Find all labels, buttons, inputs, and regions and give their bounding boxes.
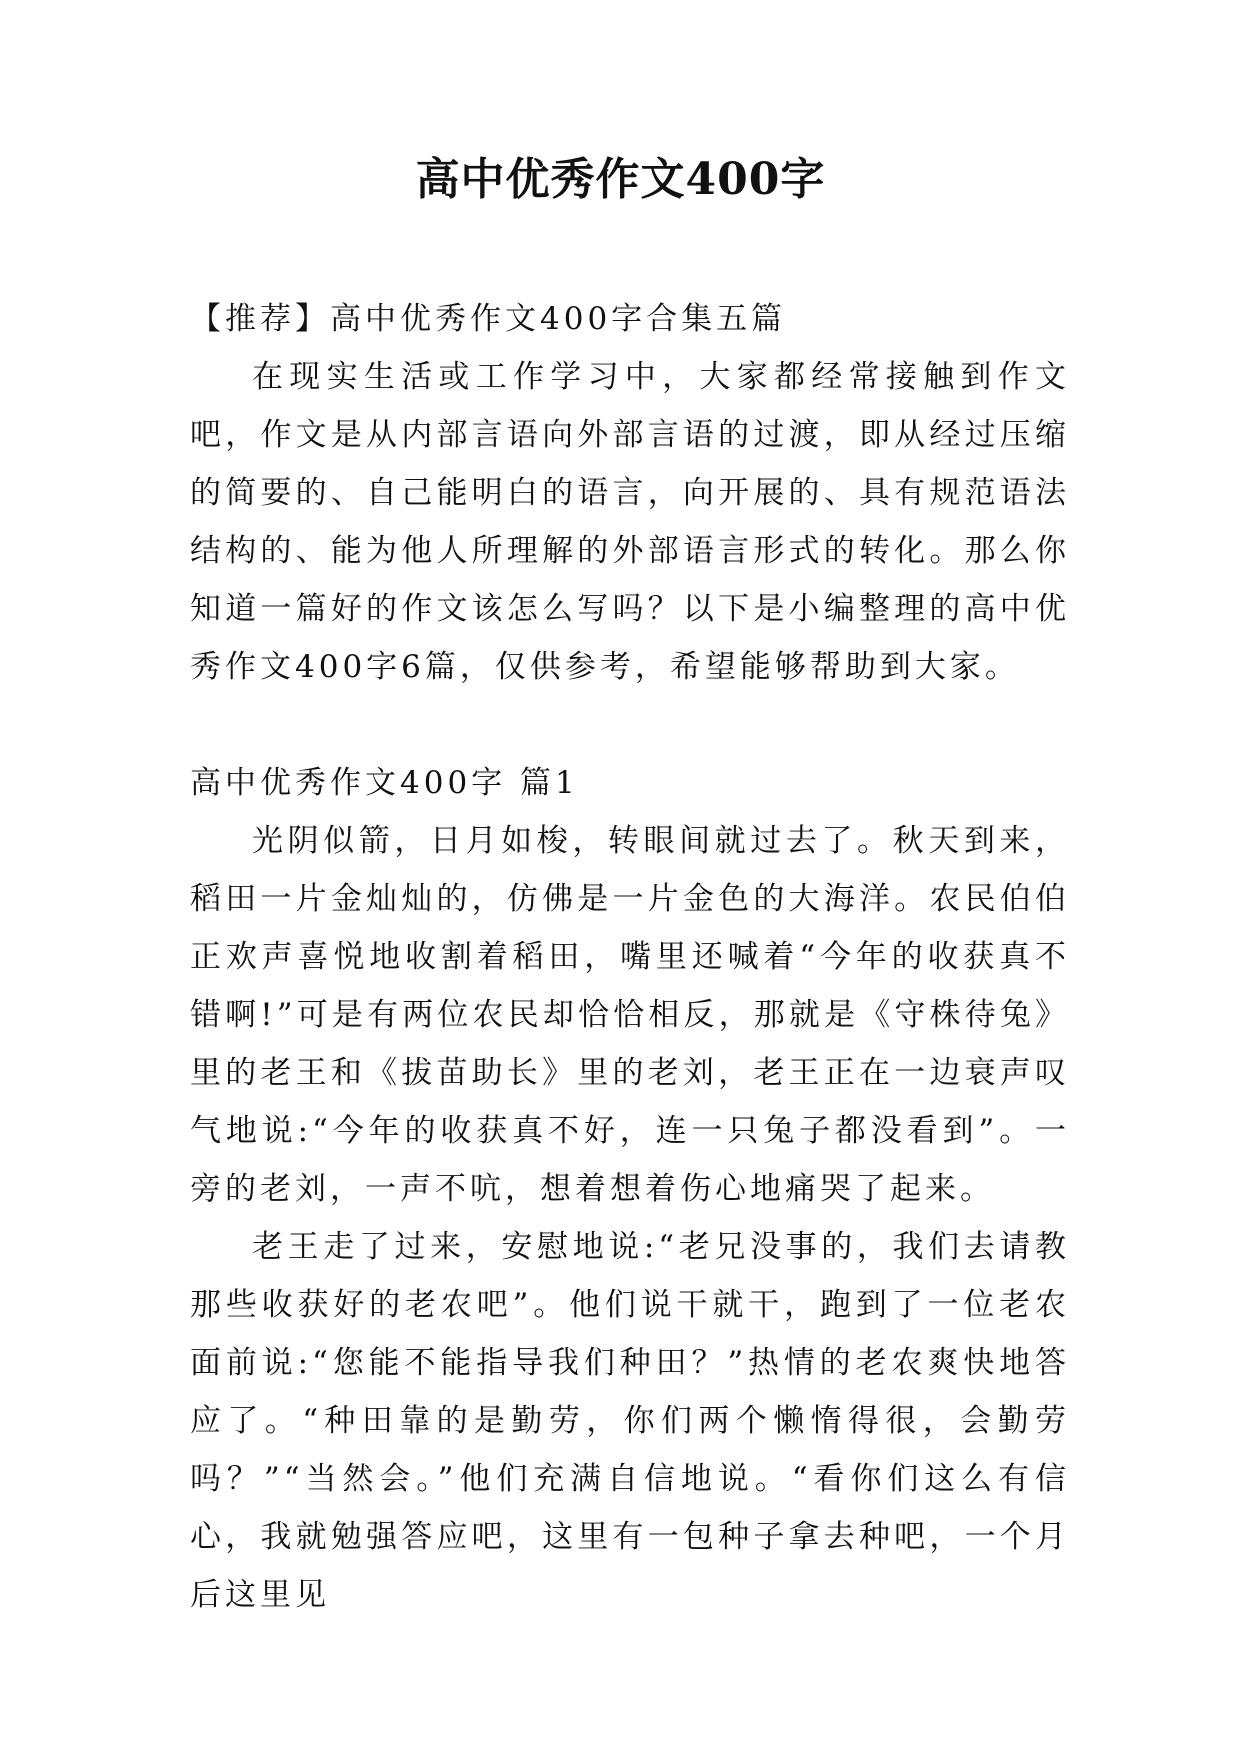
- document-title: 高中优秀作文400字: [415, 154, 826, 205]
- intro-paragraph: 在现实生活或工作学习中，大家都经常接触到作文吧，作文是从内部言语向外部言语的过渡，即从经过压缩的简要的、自己能明白的语言，向开展的、具有规范语法结构的、能为他人所理解的外部语言形式的转化。那么你知道一篇好的作文该怎么写吗？以下是小编整理的高中优秀作文400字6篇，仅供参考，希望能够帮助到大家。: [190, 359, 1070, 685]
- section-paragraph-2: 老王走了过来，安慰地说:“老兄没事的，我们去请教那些收获好的老农吧”。他们说干就干，跑到了一位老农面前说:“您能不能指导我们种田？”热情的老农爽快地答应了。“种田靠的是勤劳，你们两个懒惰得很，会勤劳吗？”“当然会。”他们充满自信地说。“看你们这么有信心，我就勉强答应吧，这里有一包种子拿去种吧，一个月后这里见: [190, 1229, 1070, 1613]
- section-heading: 高中优秀作文400字 篇1: [190, 765, 579, 801]
- section-spacer: [190, 696, 1070, 754]
- section-paragraph-1: 光阴似箭，日月如梭，转眼间就过去了。秋天到来，稻田一片金灿灿的，仿佛是一片金色的大海洋。农民伯伯正欢声喜悦地收割着稻田，嘴里还喊着“今年的收获真不错啊!”可是有两位农民却恰恰相反，那就是《守株待兔》里的老王和《拔苗助长》里的老刘，老王正在一边衰声叹气地说:“今年的收获真不好，连一只兔子都没看到”。一旁的老刘，一声不吭，想着想着伤心地痛哭了起来。: [190, 823, 1070, 1207]
- document-subtitle: 【推荐】高中优秀作文400字合集五篇: [190, 301, 787, 337]
- document-body: [190, 290, 1070, 1624]
